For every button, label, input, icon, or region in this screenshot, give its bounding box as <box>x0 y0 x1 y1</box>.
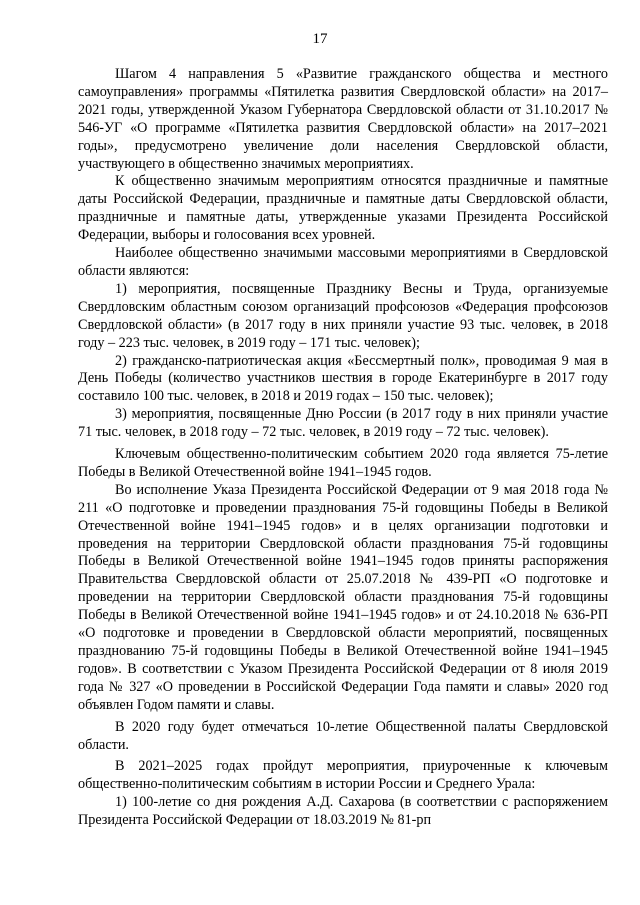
paragraph: Наиболее общественно значимыми массовыми мероприятиями в Свердловской области являются: <box>78 245 608 279</box>
paragraph: Шагом 4 направления 5 «Развитие гражданского общества и местного самоуправления» программы «Пятилетка развития Свердловской области» на 2017–2021 годы, утвержденной Указом Губернатора Свердловской области от 31.10.2017 № 546-УГ «О программе «Пятилетка развития Свердловской области» на 2017–2021 годы», предусмотрено увеличение доли населения Свердловской области, участвующего в общественно значимых мероприятиях. <box>78 66 608 172</box>
paragraph: Во исполнение Указа Президента Российской Федерации от 9 мая 2018 года № 211 «О подготовке и проведении празднования 75-й годовщины Победы в Великой Отечественной войне 1941–1945 годов» и в целях организации подготовки и проведения на территории Свердловской области празднования 75-й годовщины Победы в Великой Отечественной войне 1941–1945 годов приняты распоряжения Правительства Свердловской области от 25.07.2018 № 439-РП «О подготовке и проведении на территории Свердловской области празднования 75-й годовщины Победы в Великой Отечественной войне 1941–1945 годов» и от 24.10.2018 № 636-РП «О подготовке и проведении в Свердловской области мероприятий, посвященных празднованию 75-й годовщины Победы в Великой Отечественной войне 1941–1945 годов». В соответствии с Указом Президента Российской Федерации от 8 июля 2019 года № 327 «О проведении в Российской Федерации Года памяти и славы» 2020 год объявлен Годом памяти и славы. <box>78 481 608 713</box>
page-number: 17 <box>312 31 328 47</box>
paragraph: 3) мероприятия, посвященные Дню России (в 2017 году в них приняли участие 71 тыс. человек, в 2018 году – 72 тыс. человек, в 2019 году – 72 тыс. человек). <box>78 406 608 441</box>
paragraph: Ключевым общественно-политическим событием 2020 года является 75-летие Победы в Великой Отечественной войне 1941–1945 годов. <box>78 446 608 480</box>
paragraph: В 2021–2025 годах пройдут мероприятия, приуроченные к ключевым общественно-политическим событиям в истории России и Среднего Урала: <box>78 758 608 793</box>
paragraph: К общественно значимым мероприятиям относятся праздничные и памятные даты Российской Федерации, праздничные и памятные даты Свердловской области, праздничные и памятные даты, утвержденные указами Президента Российской Федерации, выборы и голосования всех уровней. <box>78 173 608 244</box>
document-body <box>78 66 608 830</box>
paragraph: 1) мероприятия, посвященные Празднику Весны и Труда, организуемые Свердловским областным союзом организаций профсоюзов «Федерация профсоюзов Свердловской области» (в 2017 году в них приняли участие 93 тыс. человек, в 2018 году – 223 тыс. человек, в 2019 году – 171 тыс. человек); <box>78 280 608 351</box>
paragraph: В 2020 году будет отмечаться 10-летие Общественной палаты Свердловской области. <box>78 718 608 753</box>
paragraph: 1) 100-летие со дня рождения А.Д. Сахарова (в соответствии с распоряжением Президента Российской Федерации от 18.03.2019 № 81-рп <box>78 794 608 829</box>
paragraph: 2) гражданско-патриотическая акция «Бессмертный полк», проводимая 9 мая в День Победы (количество участников шествия в городе Екатеринбурге в 2017 году составило 100 тыс. человек, в 2018 и 2019 годах – 150 тыс. человек); <box>78 352 608 405</box>
